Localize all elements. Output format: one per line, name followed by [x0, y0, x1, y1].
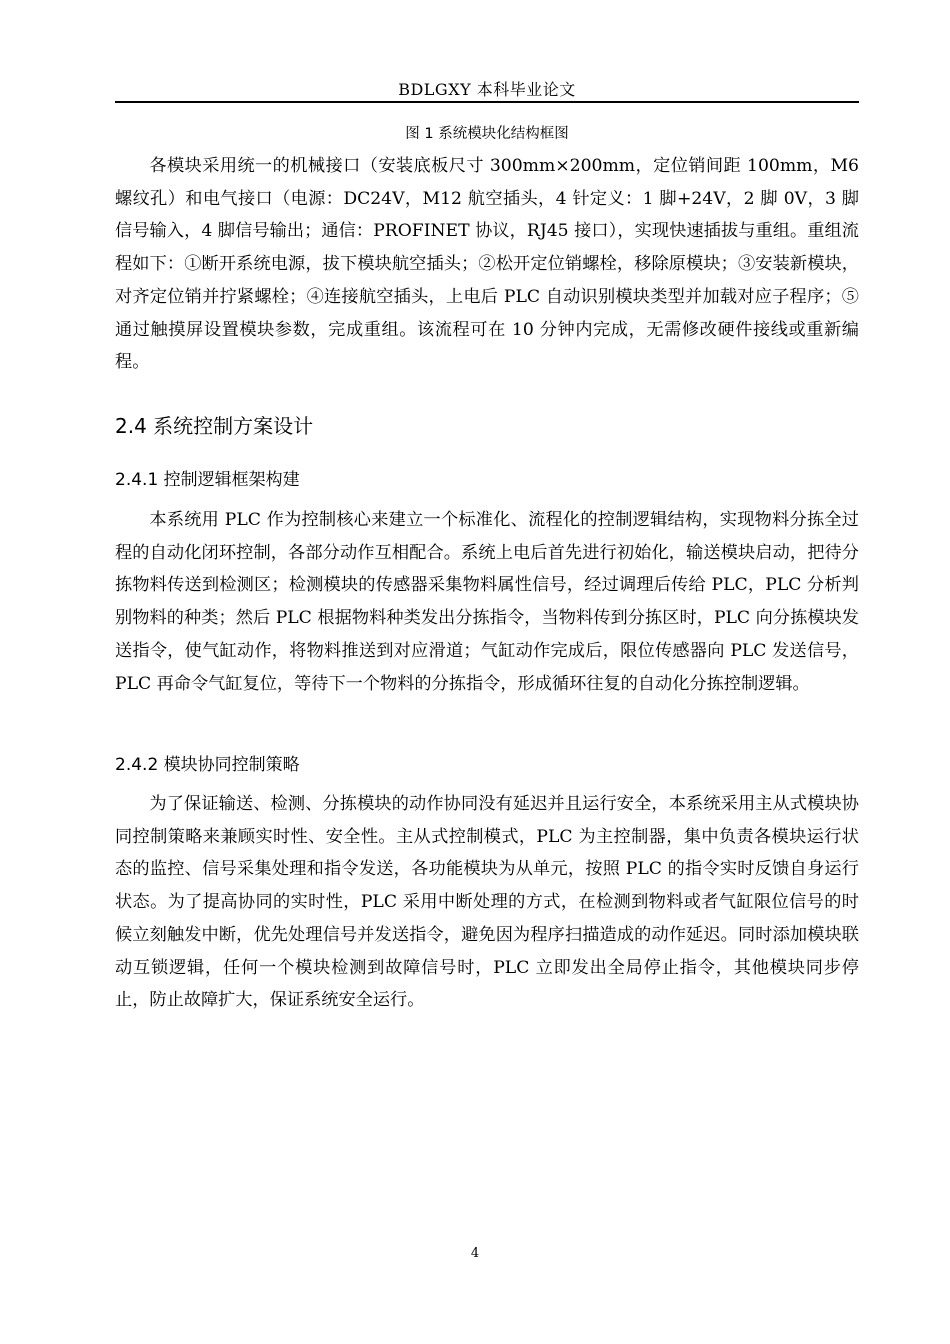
paragraph-coordination-strategy: 为了保证输送、检测、分拣模块的动作协同没有延迟并且运行安全，本系统采用主从式模块协同控制策略来兼顾实时性、安全性。主从式控制模式，PLC 为主控制器，集中负责各模块运行状态的监控、信号采集处理和指令发送，各功能模块为从单元，按照 PLC 的指令实时反馈自身运行状态。为了提高协同的实时性，PLC 采用中断处理的方式，在检测到物料或者气缸限位信号的时候立刻触发中断，优先处理信号并发送指令，避免因为程序扫描造成的动作延迟。同时添加模块联动互锁逻辑，任何一个模块检测到故障信号时，PLC 立即发出全局停止指令，其他模块同步停止，防止故障扩大，保证系统安全运行。	[115, 794, 859, 1011]
section-heading-2-4-2: 2.4.2 模块协同控制策略	[115, 755, 300, 775]
paragraph-interface: 各模块采用统一的机械接口（安装底板尺寸 300mm×200mm，定位销间距 100mm，M6 螺纹孔）和电气接口（电源：DC24V，M12 航空插头，4 针定义：1 脚+24V，2 脚 0V，3 脚信号输入，4 脚信号输出；通信：PROFINET 协议，RJ45 接口），实现快速插拔与重组。重组流程如下：①断开系统电源，拔下模块航空插头；②松开定位销螺栓，移除原模块；③安装新模块，对齐定位销并拧紧螺栓；④连接航空插头，上电后 PLC 自动识别模块类型并加载对应子程序；⑤通过触摸屏设置模块参数，完成重组。该流程可在 10 分钟内完成，无需修改硬件接线或重新编程。	[115, 156, 859, 373]
running-header: BDLGXY 本科毕业论文	[398, 80, 576, 99]
page-number: 4	[470, 1246, 480, 1261]
paragraph-control-logic: 本系统用 PLC 作为控制核心来建立一个标准化、流程化的控制逻辑结构，实现物料分拣全过程的自动化闭环控制，各部分动作互相配合。系统上电后首先进行初始化，输送模块启动，把待分拣物料传送到检测区；检测模块的传感器采集物料属性信号，经过调理后传给 PLC，PLC 分析判别物料的种类；然后 PLC 根据物料种类发出分拣指令，当物料传到分拣区时，PLC 向分拣模块发送指令，使气缸动作，将物料推送到对应滑道；气缸动作完成后，限位传感器向 PLC 发送信号，PLC 再命令气缸复位，等待下一个物料的分拣指令，形成循环往复的自动化分拣控制逻辑。	[115, 510, 859, 694]
section-heading-2-4: 2.4 系统控制方案设计	[115, 414, 314, 438]
header-rule	[115, 101, 859, 103]
figure-caption: 图 1 系统模块化结构框图	[405, 126, 569, 142]
section-heading-2-4-1: 2.4.1 控制逻辑框架构建	[115, 470, 300, 490]
